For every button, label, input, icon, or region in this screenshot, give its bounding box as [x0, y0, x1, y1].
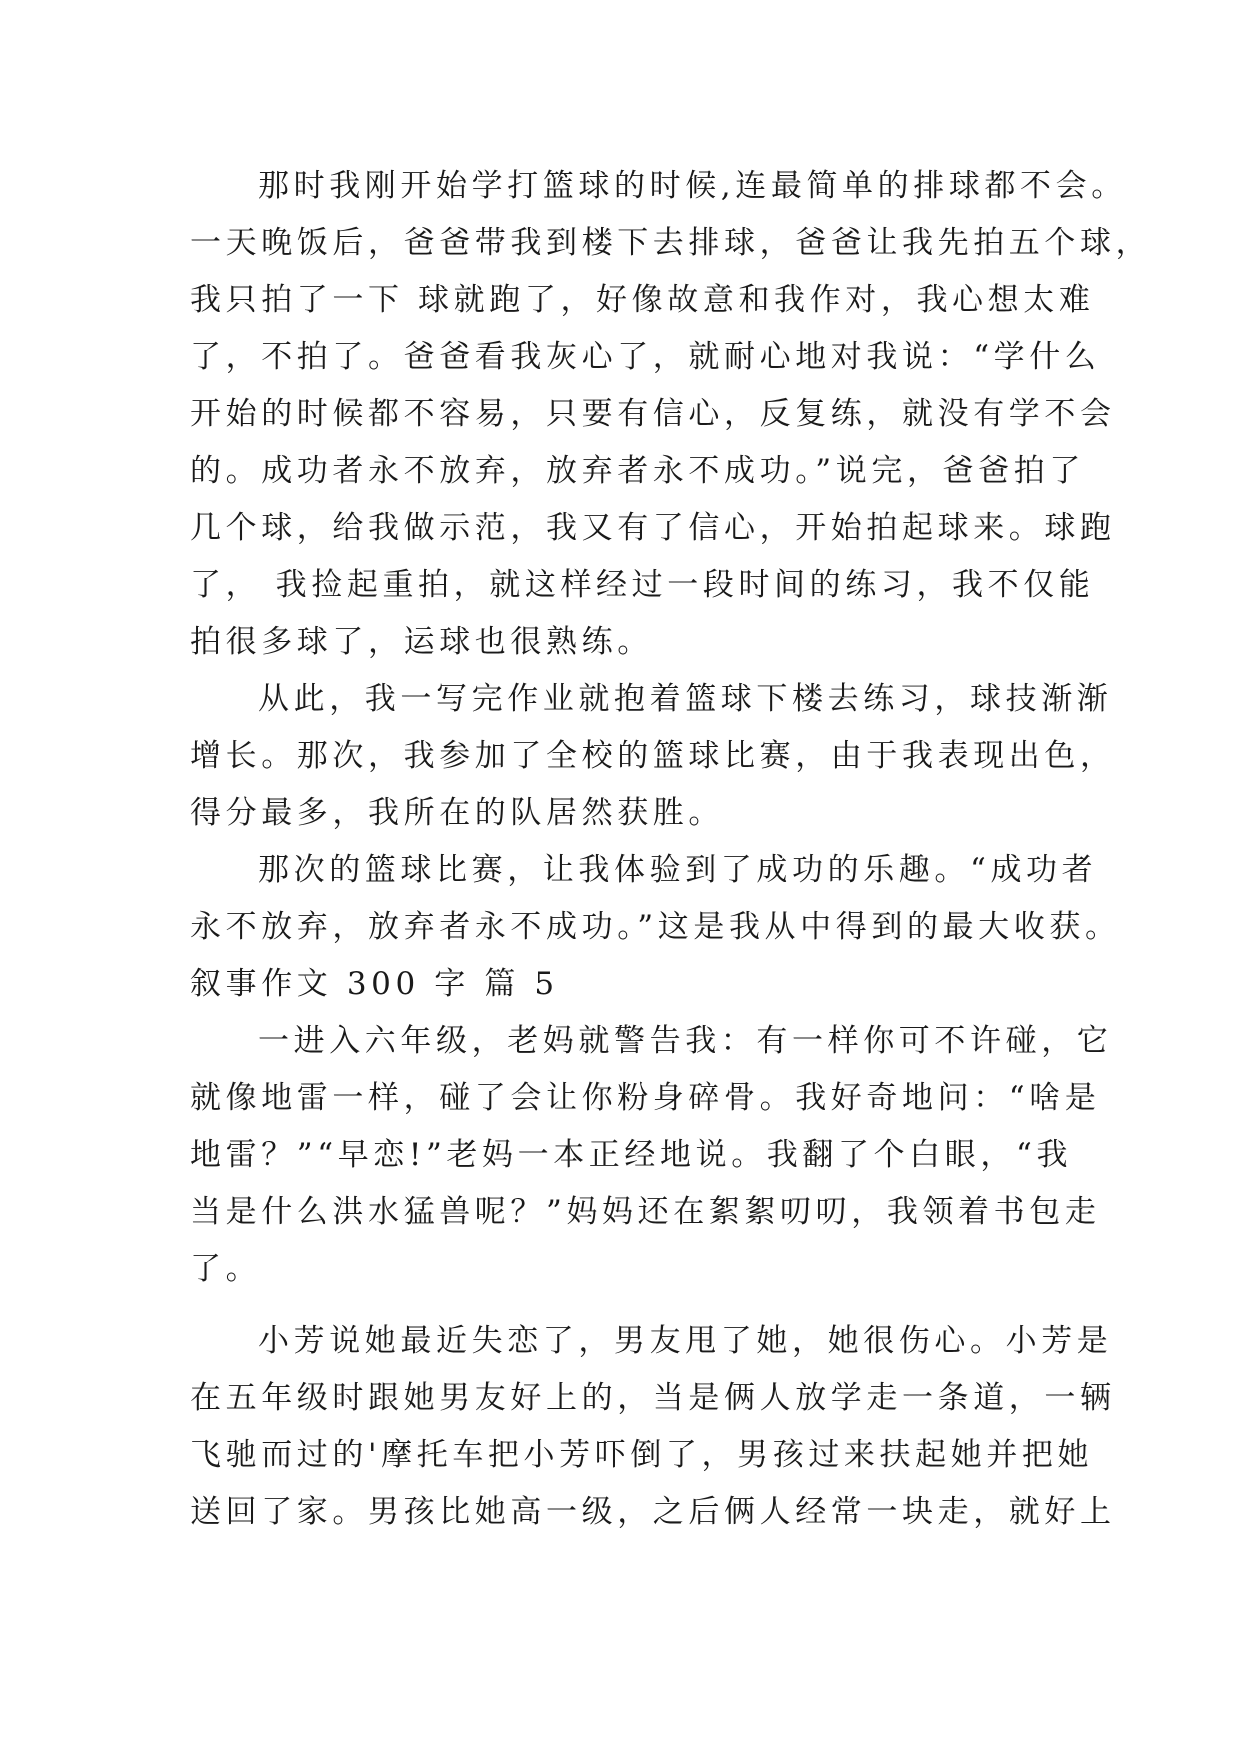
paragraph-line: 飞驰而过的'摩托车把小芳吓倒了，男孩过来扶起她并把她	[190, 1437, 1094, 1473]
paragraph-line: 那次的篮球比赛，让我体验到了成功的乐趣。“成功者	[258, 852, 1098, 888]
paragraph-line: 当是什么洪水猛兽呢？”妈妈还在絮絮叨叨，我领着书包走	[190, 1194, 1101, 1230]
paragraph-line: 永不放弃，放弃者永不成功。”这是我从中得到的最大收获。	[190, 909, 1121, 945]
paragraph-line: 就像地雷一样，碰了会让你粉身碎骨。我好奇地问：“啥是	[190, 1080, 1101, 1116]
paragraph-line: 几个球，给我做示范，我又有了信心，开始拍起球来。球跑	[190, 510, 1116, 546]
paragraph-line: 了，不拍了。爸爸看我灰心了，就耐心地对我说：“学什么	[190, 339, 1101, 375]
section-heading: 叙事作文 300 字 篇 5	[190, 966, 559, 1002]
paragraph-line: 那时我刚开始学打篮球的时候,连最简单的排球都不会。	[258, 168, 1127, 204]
paragraph-line: 小芳说她最近失恋了，男友甩了她，她很伤心。小芳是	[258, 1323, 1113, 1359]
paragraph-line: 得分最多，我所在的队居然获胜。	[190, 795, 724, 831]
paragraph-line: 在五年级时跟她男友好上的，当是俩人放学走一条道，一辆	[190, 1380, 1116, 1416]
paragraph-line: 了。	[190, 1251, 262, 1287]
paragraph-line: 拍很多球了，运球也很熟练。	[190, 624, 653, 660]
paragraph-line: 开始的时候都不容易，只要有信心，反复练，就没有学不会	[190, 396, 1116, 432]
paragraph-line: 地雷？”“早恋!”老妈一本正经地说。我翻了个白眼，“我	[190, 1137, 1073, 1173]
paragraph-line: 我只拍了一下 球就跑了，好像故意和我作对，我心想太难	[190, 282, 1095, 318]
paragraph-line: 一进入六年级，老妈就警告我：有一样你可不许碰，它	[258, 1023, 1113, 1059]
paragraph-line: 增长。那次，我参加了全校的篮球比赛，由于我表现出色，	[190, 738, 1116, 774]
paragraph-line: 的。成功者永不放弃，放弃者永不成功。”说完，爸爸拍了	[190, 453, 1085, 489]
paragraph-line: 送回了家。男孩比她高一级，之后俩人经常一块走，就好上	[190, 1494, 1116, 1530]
paragraph-line: 了， 我捡起重拍，就这样经过一段时间的练习，我不仅能	[190, 567, 1095, 603]
paragraph-line: 从此，我一写完作业就抱着篮球下楼去练习，球技渐渐	[258, 681, 1113, 717]
paragraph-line: 一天晚饭后，爸爸带我到楼下去排球，爸爸让我先拍五个球，	[190, 225, 1152, 261]
